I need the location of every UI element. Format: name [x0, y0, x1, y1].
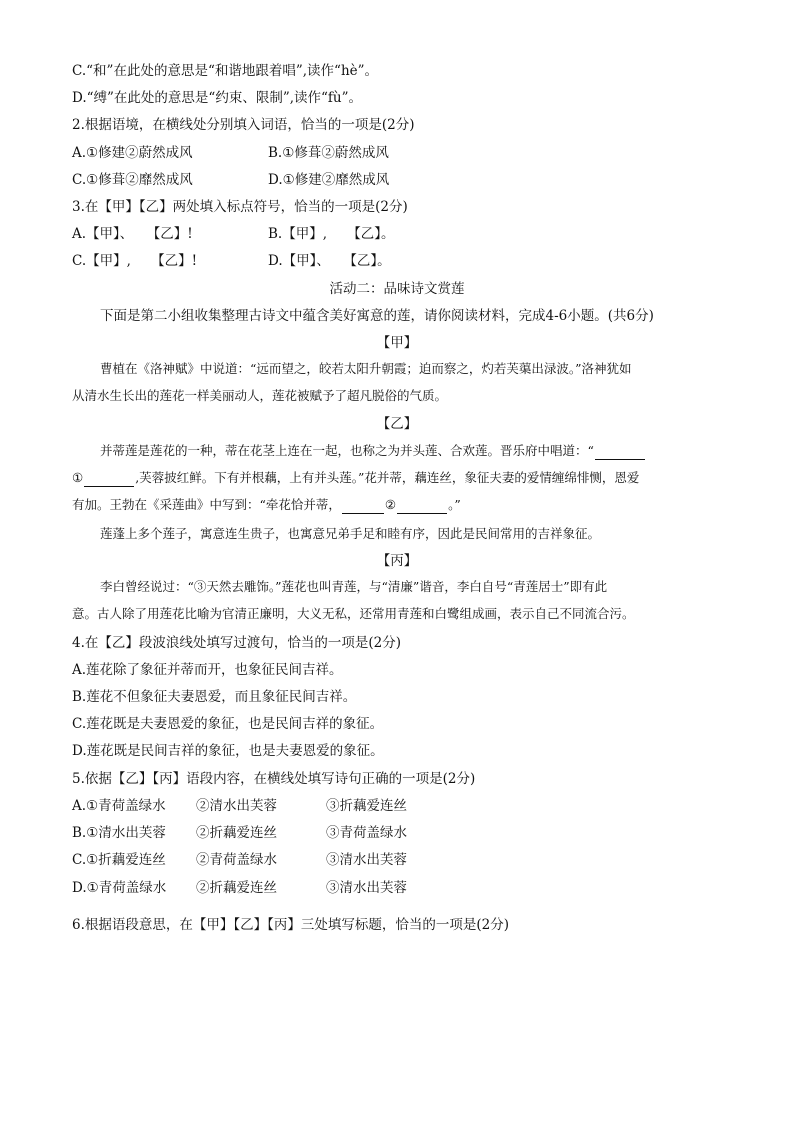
- q3-option-b: B.【甲】, 【乙】。: [268, 226, 395, 242]
- q5-option-c-2: ②青荷盖绿水: [196, 852, 277, 868]
- blank-2-after: [397, 512, 447, 514]
- question-6-stem: 6.根据语段意思，在【甲】【乙】【丙】三处填写标题，恰当的一项是(2分): [72, 917, 510, 933]
- option-c-prev: C.“和”在此处的意思是“和谐地跟着唱”,读作“hè”。: [72, 63, 379, 79]
- section-bing-line-1: 李白曾经说过：“③天然去雕饰。”莲花也叫青莲，与“清廉”谐音，李白自号“青莲居士”即有此: [100, 579, 608, 594]
- q5-option-a-2: ②清水出芙蓉: [196, 798, 277, 814]
- section-jia-line-1: 曹植在《洛神赋》中说道：“远而望之，皎若太阳升朝霞；迫而察之，灼若芙蕖出渌波。”洛神犹如: [100, 361, 632, 376]
- section-yi-line-2-text: ,芙蓉披红鲜。下有并根藕，上有并头莲。”花并蒂，藕连丝，象征夫妻的爱情缠绵悱恻，恩爱: [135, 470, 640, 485]
- q5-option-b-1: B.①清水出芙蓉: [72, 825, 166, 841]
- q2-option-d: D.①修建②靡然成风: [268, 172, 390, 188]
- q5-option-b-3: ③青荷盖绿水: [326, 825, 407, 841]
- option-d-prev: D.“缚”在此处的意思是“约束、限制”,读作“fù”。: [72, 90, 363, 106]
- section-yi-line-3-text: 有加。王勃在《采莲曲》中写到：“牵花恰并蒂，: [72, 497, 341, 512]
- q4-option-b: B.莲花不但象征夫妻恩爱，而且象征民间吉祥。: [72, 689, 357, 705]
- blank-2-marker: ②: [384, 497, 397, 512]
- q5-option-c-1: C.①折藕爱连丝: [72, 852, 166, 868]
- q5-option-a-3: ③折藕爱连丝: [326, 798, 407, 814]
- section-jia-line-2: 从清水生长出的莲花一样美丽动人，莲花被赋予了超凡脱俗的气质。: [72, 388, 448, 403]
- q5-option-d-3: ③清水出芙蓉: [326, 880, 407, 896]
- q5-option-d-2: ②折藕爱连丝: [196, 880, 277, 896]
- q2-option-a: A.①修建②蔚然成风: [72, 145, 193, 161]
- q4-option-c: C.莲花既是夫妻恩爱的象征，也是民间吉祥的象征。: [72, 716, 384, 732]
- q2-option-b: B.①修葺②蔚然成风: [268, 145, 389, 161]
- q5-option-c-3: ③清水出芙蓉: [326, 852, 407, 868]
- q5-option-a-1: A.①青荷盖绿水: [72, 798, 166, 814]
- activity-intro: 下面是第二小组收集整理古诗文中蕴含美好寓意的莲，请你阅读材料，完成4-6小题。(共6分): [100, 308, 654, 324]
- q4-option-d: D.莲花既是民间吉祥的象征，也是夫妻恩爱的象征。: [72, 743, 384, 759]
- question-3-stem: 3.在【甲】【乙】两处填入标点符号，恰当的一项是(2分): [72, 199, 408, 215]
- section-yi-heading: 【乙】: [376, 416, 418, 432]
- question-5-stem: 5.依据【乙】【丙】语段内容，在横线处填写诗句正确的一项是(2分): [72, 771, 476, 787]
- section-yi-line-4: 莲蓬上多个莲子，寓意连生贵子，也寓意兄弟手足和睦有序，因此是民间常用的吉祥象征。: [100, 526, 601, 541]
- section-jia-heading: 【甲】: [376, 335, 418, 351]
- section-yi-line-2: [72, 464, 732, 491]
- section-bing-line-2: 意。古人除了用莲花比喻为官清正廉明，大义无私，还常用青莲和白鹭组成画，表示自己不同流合污。: [72, 606, 635, 621]
- blank-1-start: [595, 458, 645, 460]
- question-2-stem: 2.根据语境，在横线处分别填入词语，恰当的一项是(2分): [72, 117, 415, 133]
- q3-option-c: C.【甲】, 【乙】!: [72, 253, 198, 269]
- section-bing-heading: 【丙】: [376, 553, 418, 569]
- blank-2-before: [342, 512, 384, 514]
- q3-option-d: D.【甲】、 【乙】。: [268, 253, 391, 269]
- q5-option-b-2: ②折藕爱连丝: [196, 825, 277, 841]
- question-4-stem: 4.在【乙】段波浪线处填写过渡句，恰当的一项是(2分): [72, 635, 402, 651]
- blank-1-marker: ①: [72, 470, 84, 485]
- activity-title: 活动二：品味诗文赏莲: [329, 281, 465, 297]
- section-yi-line-3-end: 。”: [448, 497, 461, 512]
- section-yi-line-3: [72, 491, 732, 518]
- q4-option-a: A.莲花除了象征并蒂而开，也象征民间吉祥。: [72, 662, 343, 678]
- q2-option-c: C.①修葺②靡然成风: [72, 172, 193, 188]
- q5-option-d-1: D.①青荷盖绿水: [72, 880, 167, 896]
- q3-option-a: A.【甲】、 【乙】!: [72, 226, 193, 242]
- section-yi-line-1-text: 并蒂莲是莲花的一种，蒂在花茎上连在一起，也称之为并头莲、合欢莲。晋乐府中唱道：“: [100, 443, 594, 458]
- section-yi-line-1: [100, 437, 730, 464]
- blank-1-end: [84, 485, 134, 487]
